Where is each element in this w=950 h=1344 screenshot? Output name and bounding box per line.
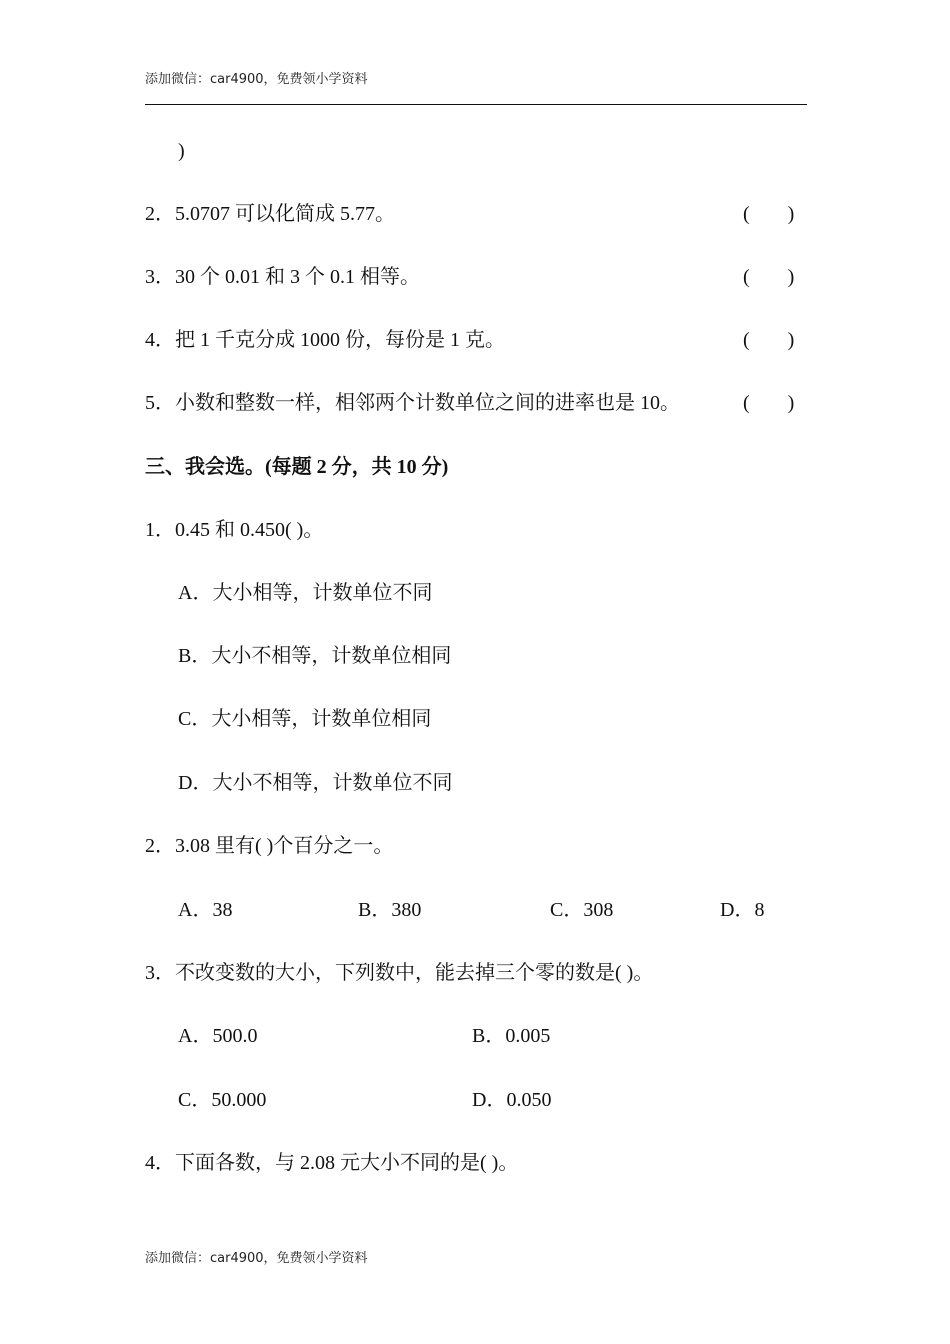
judge-text: 30 个 0.01 和 3 个 0.1 相等。 (175, 266, 420, 288)
continuation-paren: ) (178, 140, 185, 162)
judge-item-5 (145, 390, 680, 416)
judge-number: 2． (145, 203, 175, 225)
answer-blank[interactable] (743, 264, 794, 290)
answer-blank[interactable] (743, 201, 794, 227)
header-divider (145, 104, 807, 105)
q2-option-a[interactable]: A．38 (178, 899, 233, 921)
question-2-stem: 2．3.08 里有( )个百分之一。 (145, 835, 394, 857)
page-header: 添加微信：car4900，免费领小学资料 (145, 72, 368, 87)
q3-option-c[interactable]: C．50.000 (178, 1089, 267, 1111)
judge-text: 5.0707 可以化简成 5.77。 (175, 203, 395, 225)
q3-option-d[interactable]: D．0.050 (472, 1089, 552, 1111)
q1-option-d[interactable]: D．大小不相等，计数单位不同 (178, 772, 453, 794)
q2-option-c[interactable]: C．308 (550, 899, 614, 921)
q3-option-a[interactable]: A．500.0 (178, 1025, 258, 1047)
judge-text: 把 1 千克分成 1000 份，每份是 1 克。 (175, 329, 505, 351)
question-4-stem: 4．下面各数，与 2.08 元大小不同的是( )。 (145, 1152, 519, 1174)
page-footer: 添加微信：car4900，免费领小学资料 (145, 1251, 368, 1266)
judge-item-3 (145, 264, 420, 290)
blank-close: ) (787, 329, 795, 351)
blank-open: ( (743, 329, 750, 351)
blank-close: ) (787, 266, 795, 288)
q1-option-c[interactable]: C．大小相等，计数单位相同 (178, 708, 432, 730)
answer-blank[interactable] (743, 327, 794, 353)
answer-blank[interactable] (743, 390, 794, 416)
q1-option-a[interactable]: A．大小相等，计数单位不同 (178, 582, 433, 604)
section-title: 三、我会选。(每题 2 分，共 10 分) (145, 456, 449, 478)
q2-option-b[interactable]: B．380 (358, 899, 422, 921)
judge-item-4 (145, 327, 505, 353)
judge-text: 小数和整数一样，相邻两个计数单位之间的进率也是 10。 (175, 392, 680, 414)
judge-number: 5． (145, 392, 175, 414)
judge-number: 4． (145, 329, 175, 351)
blank-open: ( (743, 203, 750, 225)
judge-number: 3． (145, 266, 175, 288)
blank-open: ( (743, 392, 750, 414)
question-3-stem: 3．不改变数的大小，下列数中，能去掉三个零的数是( )。 (145, 962, 654, 984)
blank-open: ( (743, 266, 750, 288)
blank-close: ) (787, 203, 795, 225)
q3-option-b[interactable]: B．0.005 (472, 1025, 551, 1047)
q1-option-b[interactable]: B．大小不相等，计数单位相同 (178, 645, 452, 667)
blank-close: ) (787, 392, 795, 414)
q2-option-d[interactable]: D．8 (720, 899, 765, 921)
judge-item-2 (145, 201, 395, 227)
question-1-stem: 1．0.45 和 0.450( )。 (145, 519, 324, 541)
